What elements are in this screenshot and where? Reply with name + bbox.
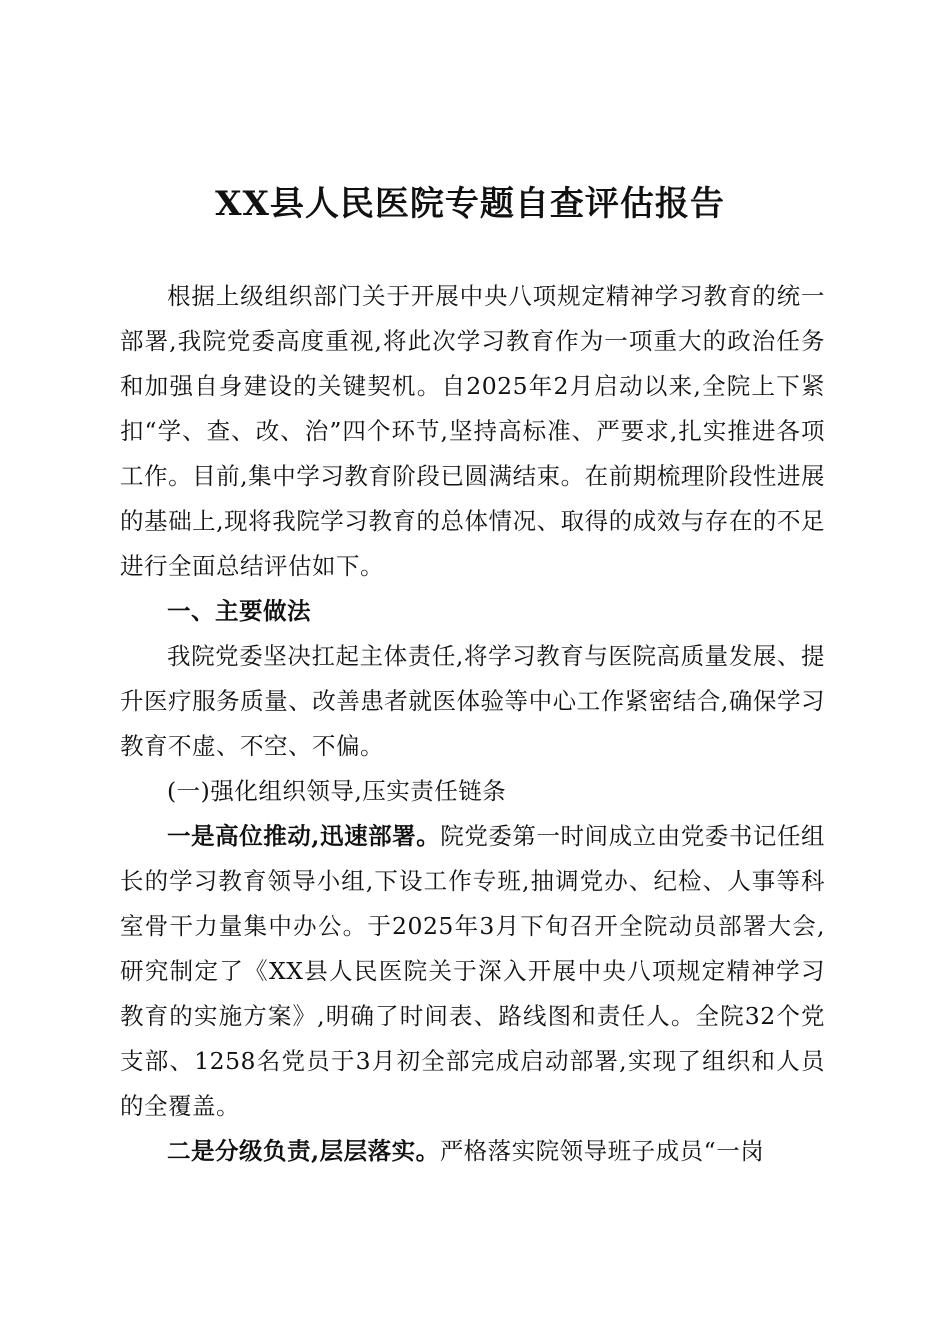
section-paragraph: 我院党委坚决扛起主体责任,将学习教育与医院高质量发展、提升医疗服务质量、改善患者就医体验等中心工作紧密结合,确保学习教育不虚、不空、不偏。 [120, 642, 825, 760]
item-text-1: 院党委第一时间成立由党委书记任组长的学习教育领导小组,下设工作专班,抽调党办、纪检、人事等科室骨干力量集中办公。于2025年3月下旬召开全院动员部署大会,研究制定了《XX县人民医院关于深入开展中央八项规定精神学习教育的实施方案》,明确了时间表、路线图和责任人。全院32个党支部、1258名党员于3月初全部完成启动部署,实现了组织和人员的全覆盖。 [120, 822, 825, 1120]
intro-paragraph: 根据上级组织部门关于开展中央八项规定精神学习教育的统一部署,我院党委高度重视,将此次学习教育作为一项重大的政治任务和加强自身建设的关键契机。自2025年2月启动以来,全院上下紧扣“学、查、改、治”四个环节,坚持高标准、严要求,扎实推进各项工作。目前,集中学习教育阶段已圆满结束。在前期梳理阶段性进展的基础上,现将我院学习教育的总体情况、取得的成效与存在的不足进行全面总结评估如下。 [120, 282, 825, 580]
section-heading-main-practices: 一、主要做法 [167, 597, 311, 625]
item-paragraph-2 [120, 1129, 825, 1174]
item-lead-1: 一是高位推动,迅速部署。 [167, 822, 441, 850]
item-paragraph-1 [120, 814, 825, 1129]
document-body [120, 274, 825, 1174]
item-lead-2: 二是分级负责,层层落实。 [167, 1137, 440, 1165]
item-text-2: 严格落实院领导班子成员“一岗 [439, 1137, 765, 1165]
document-title: XX县人民医院专题自查评估报告 [215, 184, 725, 224]
subsection-heading: (一)强化组织领导,压实责任链条 [167, 777, 507, 805]
